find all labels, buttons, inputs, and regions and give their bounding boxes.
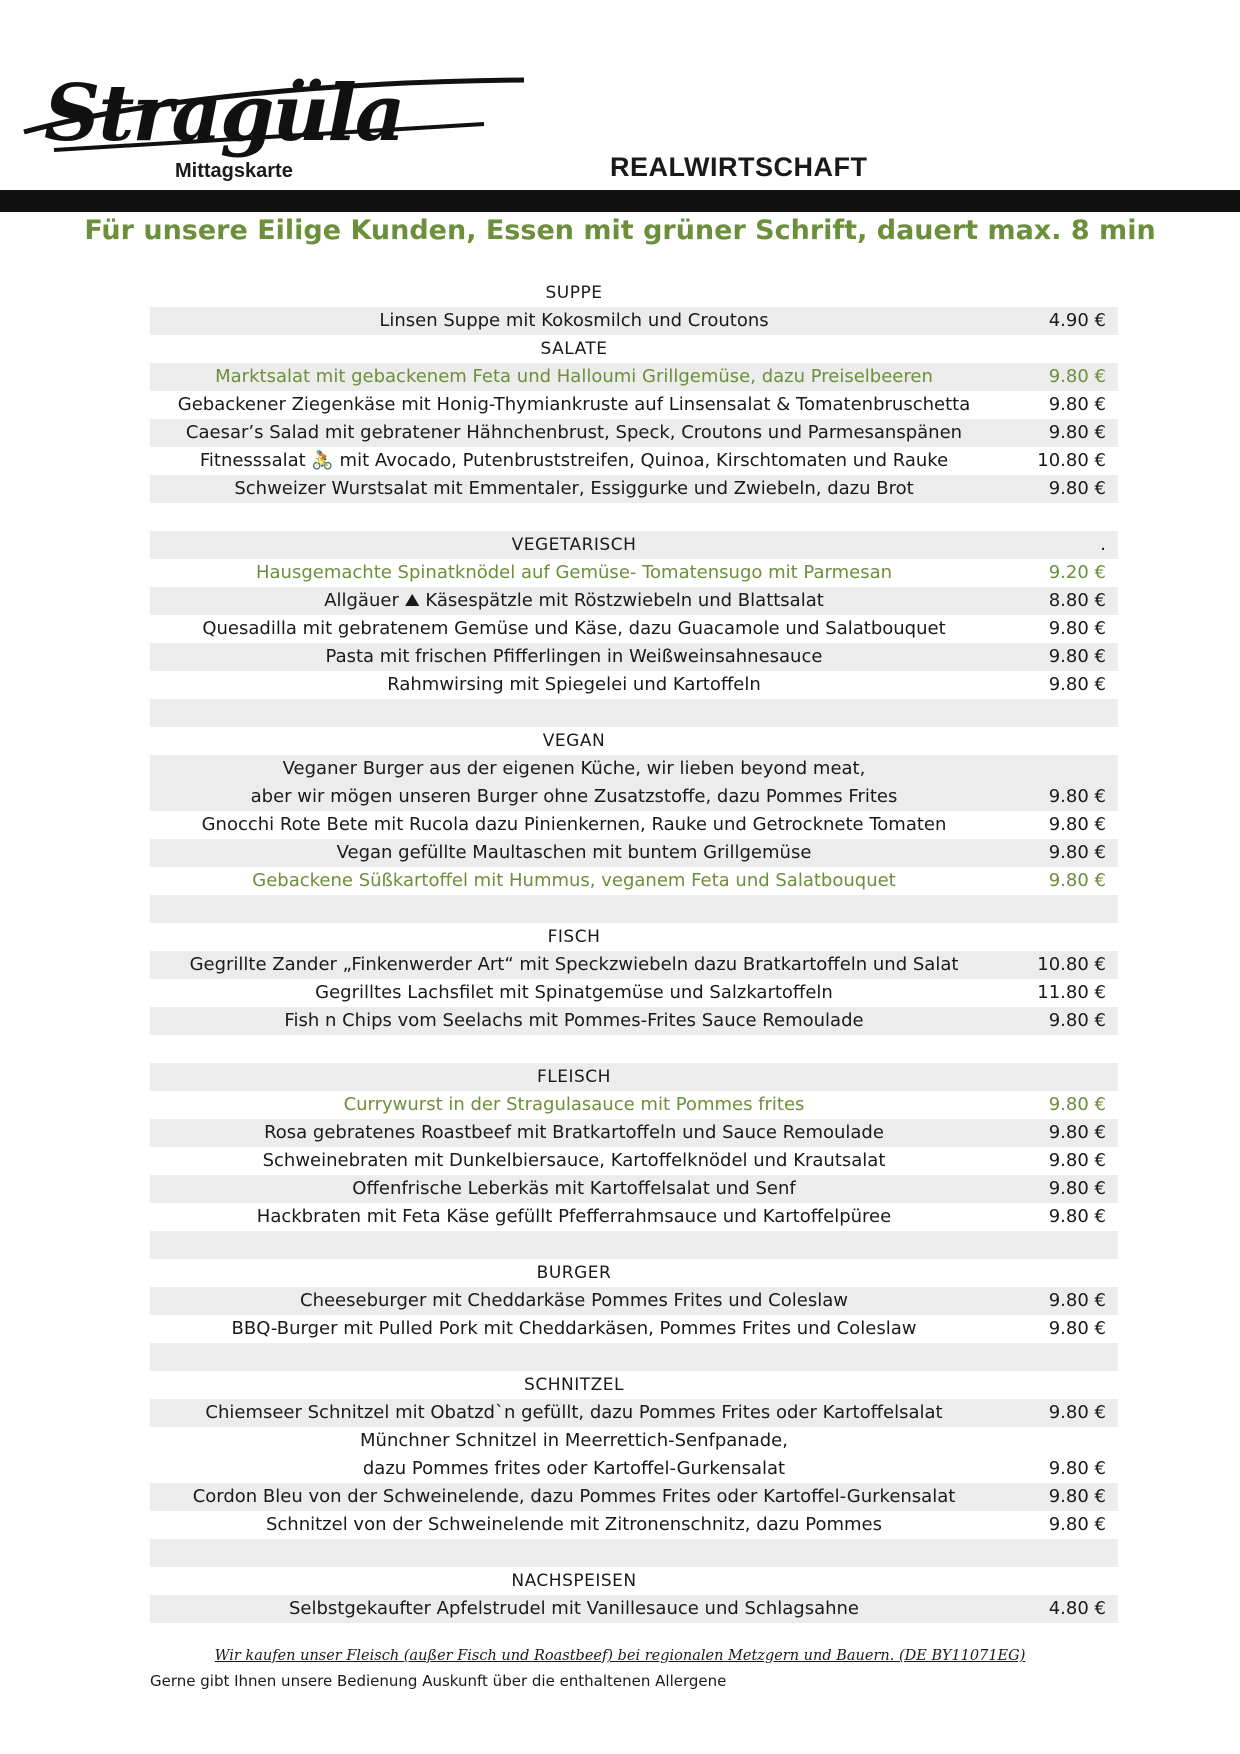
item-description: Allgäuer ⛰ Käsespätzle mit Röstzwiebeln und Blattsalat bbox=[324, 590, 824, 611]
menu-item bbox=[150, 1175, 1118, 1203]
item-description: Rahmwirsing mit Spiegelei und Kartoffeln bbox=[387, 674, 761, 695]
item-price: 9.20 € bbox=[1048, 562, 1106, 583]
item-price: 9.80 € bbox=[1048, 1122, 1106, 1143]
item-price: 9.80 € bbox=[1048, 1178, 1106, 1199]
section-title: FISCH bbox=[547, 927, 601, 947]
menu-item bbox=[150, 307, 1118, 335]
menu-item bbox=[150, 867, 1118, 895]
item-description: Fitnesssalat 🚴 mit Avocado, Putenbruststreifen, Quinoa, Kirschtomaten und Rauke bbox=[199, 450, 949, 471]
section-title: VEGAN bbox=[542, 731, 606, 751]
menu-item bbox=[150, 671, 1118, 699]
item-price: 9.80 € bbox=[1048, 674, 1106, 695]
item-description-line2: aber wir mögen unseren Burger ohne Zusatzstoffe, dazu Pommes Frites bbox=[250, 786, 898, 807]
item-price: 9.80 € bbox=[1048, 1318, 1106, 1339]
item-description: Linsen Suppe mit Kokosmilch und Croutons bbox=[379, 310, 769, 331]
menu-item bbox=[150, 1315, 1118, 1343]
sourcing-note: Wir kaufen unser Fleisch (außer Fisch und Roastbeef) bei regionalen Metzgern und Bauern. (DE BY11071EG) bbox=[214, 1648, 1026, 1664]
item-price: 9.80 € bbox=[1048, 1402, 1106, 1423]
item-price: 9.80 € bbox=[1048, 1514, 1106, 1535]
section-heading bbox=[150, 279, 1118, 307]
item-description: Gegrilltes Lachsfilet mit Spinatgemüse und Salzkartoffeln bbox=[315, 982, 833, 1003]
item-description: Offenfrische Leberkäs mit Kartoffelsalat und Senf bbox=[352, 1178, 796, 1199]
item-description: Schweizer Wurstsalat mit Emmentaler, Essiggurke und Zwiebeln, dazu Brot bbox=[234, 478, 914, 499]
menu-item bbox=[150, 1427, 1118, 1483]
item-description: Gebackener Ziegenkäse mit Honig-Thymiankruste auf Linsensalat & Tomatenbruschetta bbox=[177, 394, 971, 415]
item-price: 9.80 € bbox=[1048, 366, 1106, 387]
item-description-line1: Veganer Burger aus der eigenen Küche, wir lieben beyond meat, bbox=[282, 758, 866, 779]
item-price: 9.80 € bbox=[1048, 786, 1106, 807]
menu-item bbox=[150, 1119, 1118, 1147]
item-description-line2: dazu Pommes frites oder Kartoffel-Gurkensalat bbox=[362, 1458, 786, 1479]
menu-item bbox=[150, 391, 1118, 419]
item-description bbox=[150, 755, 1118, 811]
item-price: 9.80 € bbox=[1048, 1290, 1106, 1311]
menu-item bbox=[150, 447, 1118, 475]
section-heading bbox=[150, 1063, 1118, 1091]
spacer-row bbox=[150, 1231, 1118, 1259]
item-price: . bbox=[1100, 534, 1106, 555]
item-price: 9.80 € bbox=[1048, 618, 1106, 639]
menu-item bbox=[150, 1147, 1118, 1175]
menu-item bbox=[150, 587, 1118, 615]
item-price: 10.80 € bbox=[1037, 450, 1106, 471]
express-note: Für unsere Eilige Kunden, Essen mit grüner Schrift, dauert max. 8 min bbox=[84, 215, 1156, 246]
item-price: 9.80 € bbox=[1048, 422, 1106, 443]
spacer-row bbox=[150, 503, 1118, 531]
item-description: Chiemseer Schnitzel mit Obatzd`n gefüllt, dazu Pommes Frites oder Kartoffelsalat bbox=[205, 1402, 943, 1423]
menu-list bbox=[150, 279, 1118, 1623]
item-price: 8.80 € bbox=[1048, 590, 1106, 611]
spacer-row bbox=[150, 1539, 1118, 1567]
item-description bbox=[150, 1427, 1118, 1483]
header-divider bbox=[0, 190, 1240, 212]
menu-item bbox=[150, 1287, 1118, 1315]
menu-type-label: Mittagskarte bbox=[175, 160, 293, 182]
section-title: SCHNITZEL bbox=[524, 1375, 624, 1395]
menu-item bbox=[150, 1511, 1118, 1539]
section-heading bbox=[150, 727, 1118, 755]
item-price: 9.80 € bbox=[1048, 394, 1106, 415]
section-heading bbox=[150, 531, 1118, 559]
section-title: SALATE bbox=[540, 339, 608, 359]
section-heading bbox=[150, 923, 1118, 951]
item-price: 9.80 € bbox=[1048, 1010, 1106, 1031]
item-price: 9.80 € bbox=[1048, 478, 1106, 499]
spacer-row bbox=[150, 1343, 1118, 1371]
item-description: Cheeseburger mit Cheddarkäse Pommes Frites und Coleslaw bbox=[300, 1290, 848, 1311]
menu-item bbox=[150, 1483, 1118, 1511]
item-description: Hausgemachte Spinatknödel auf Gemüse- Tomatensugo mit Parmesan bbox=[255, 562, 893, 583]
restaurant-title: REALWIRTSCHAFT bbox=[610, 152, 868, 182]
menu-item bbox=[150, 1091, 1118, 1119]
spacer-row bbox=[150, 895, 1118, 923]
item-description: Gnocchi Rote Bete mit Rucola dazu Pinienkernen, Rauke und Getrocknete Tomaten bbox=[201, 814, 947, 835]
menu-item bbox=[150, 559, 1118, 587]
menu-item bbox=[150, 755, 1118, 811]
item-description: BBQ-Burger mit Pulled Pork mit Cheddarkäsen, Pommes Frites und Coleslaw bbox=[231, 1318, 917, 1339]
item-description: Schnitzel von der Schweinelende mit Zitronenschnitz, dazu Pommes bbox=[265, 1514, 882, 1535]
item-price: 9.80 € bbox=[1048, 870, 1106, 891]
item-description: Vegan gefüllte Maultaschen mit buntem Grillgemüse bbox=[336, 842, 812, 863]
item-price: 9.80 € bbox=[1048, 1486, 1106, 1507]
menu-item bbox=[150, 363, 1118, 391]
menu-item bbox=[150, 419, 1118, 447]
item-description: Gegrillte Zander „Finkenwerder Art“ mit Speckzwiebeln dazu Bratkartoffeln und Salat bbox=[189, 954, 959, 975]
item-description: Cordon Bleu von der Schweinelende, dazu Pommes Frites oder Kartoffel-Gurkensalat bbox=[192, 1486, 956, 1507]
section-heading bbox=[150, 1567, 1118, 1595]
item-description: Quesadilla mit gebratenem Gemüse und Käse, dazu Guacamole und Salatbouquet bbox=[202, 618, 946, 639]
section-heading bbox=[150, 335, 1118, 363]
item-description: Fish n Chips vom Seelachs mit Pommes-Frites Sauce Remoulade bbox=[284, 1010, 864, 1031]
item-description: Caesar’s Salad mit gebratener Hähnchenbrust, Speck, Croutons und Parmesanspänen bbox=[185, 422, 963, 443]
menu-item bbox=[150, 811, 1118, 839]
item-description: Marktsalat mit gebackenem Feta und Halloumi Grillgemüse, dazu Preiselbeeren bbox=[215, 366, 933, 387]
item-price: 4.90 € bbox=[1048, 310, 1106, 331]
logo-wordmark: Stragüla bbox=[44, 68, 404, 158]
item-price: 9.80 € bbox=[1048, 842, 1106, 863]
allergen-note: Gerne gibt Ihnen unsere Bedienung Auskunft über die enthaltenen Allergene bbox=[150, 1672, 727, 1690]
menu-item bbox=[150, 839, 1118, 867]
item-price: 4.80 € bbox=[1048, 1598, 1106, 1619]
menu-item bbox=[150, 1007, 1118, 1035]
section-title: BURGER bbox=[536, 1263, 612, 1283]
item-description-line1: Münchner Schnitzel in Meerrettich-Senfpanade, bbox=[360, 1430, 788, 1451]
item-price: 9.80 € bbox=[1048, 1206, 1106, 1227]
menu-item bbox=[150, 1399, 1118, 1427]
item-price: 9.80 € bbox=[1048, 646, 1106, 667]
restaurant-logo bbox=[14, 62, 534, 158]
menu-item bbox=[150, 1595, 1118, 1623]
section-title: NACHSPEISEN bbox=[511, 1571, 637, 1591]
item-price: 11.80 € bbox=[1037, 982, 1106, 1003]
spacer-row bbox=[150, 699, 1118, 727]
section-heading bbox=[150, 1371, 1118, 1399]
item-description: Pasta mit frischen Pfifferlingen in Weißweinsahnesauce bbox=[325, 646, 823, 667]
item-price: 9.80 € bbox=[1048, 814, 1106, 835]
spacer-row bbox=[150, 1035, 1118, 1063]
item-description: Hackbraten mit Feta Käse gefüllt Pfefferrahmsauce und Kartoffelpüree bbox=[256, 1206, 892, 1227]
item-price: 9.80 € bbox=[1048, 1150, 1106, 1171]
menu-item bbox=[150, 643, 1118, 671]
menu-item bbox=[150, 951, 1118, 979]
section-title: FLEISCH bbox=[537, 1067, 611, 1087]
item-description: Rosa gebratenes Roastbeef mit Bratkartoffeln und Sauce Remoulade bbox=[264, 1122, 884, 1143]
item-description: Currywurst in der Stragulasauce mit Pommes frites bbox=[343, 1094, 805, 1115]
item-price: 10.80 € bbox=[1037, 954, 1106, 975]
section-title: VEGETARISCH bbox=[511, 535, 637, 555]
section-title: SUPPE bbox=[545, 283, 603, 303]
item-description: Gebackene Süßkartoffel mit Hummus, veganem Feta und Salatbouquet bbox=[252, 870, 896, 891]
menu-item bbox=[150, 615, 1118, 643]
item-description: Selbstgekaufter Apfelstrudel mit Vanillesauce und Schlagsahne bbox=[288, 1598, 859, 1619]
menu-item bbox=[150, 979, 1118, 1007]
menu-item bbox=[150, 475, 1118, 503]
section-heading bbox=[150, 1259, 1118, 1287]
menu-item bbox=[150, 1203, 1118, 1231]
item-price: 9.80 € bbox=[1048, 1094, 1106, 1115]
item-description: Schweinebraten mit Dunkelbiersauce, Kartoffelknödel und Krautsalat bbox=[262, 1150, 886, 1171]
item-price: 9.80 € bbox=[1048, 1458, 1106, 1479]
